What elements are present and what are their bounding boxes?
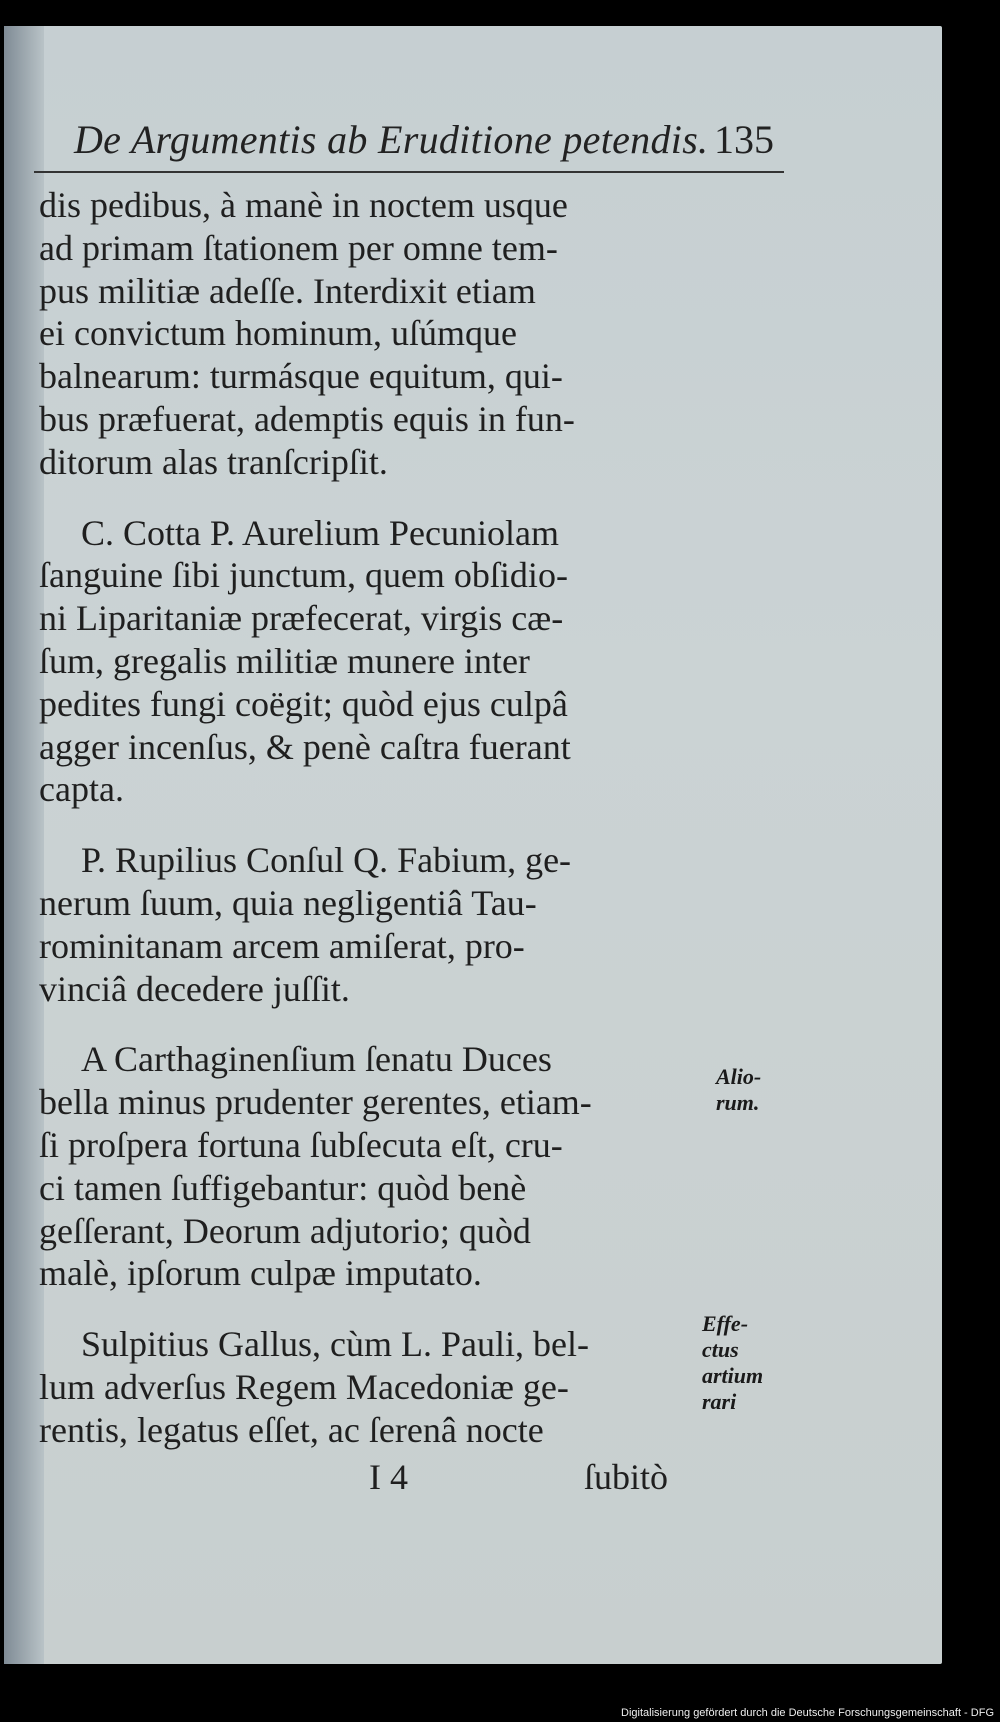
text-line: ſum, gregalis militiæ munere inter xyxy=(39,640,530,681)
text-line: pus militiæ adeſſe. Interdixit etiam xyxy=(39,270,536,311)
catchword: ſubitò xyxy=(584,1457,669,1497)
text-line: rentis, legatus eſſet, ac ſerenâ nocte xyxy=(39,1409,544,1450)
text-line: Sulpitius Gallus, cùm L. Pauli, bel- xyxy=(81,1324,589,1365)
paragraph-3 xyxy=(39,839,689,1010)
paragraph-5 xyxy=(39,1323,689,1451)
text-line: rominitanam arcem amiſerat, pro- xyxy=(39,925,525,966)
margin-note-line: rum. xyxy=(716,1090,760,1115)
text-line: ditorum alas tranſcripſit. xyxy=(39,441,388,482)
text-line: dis pedibus, à manè in noctem usque xyxy=(39,185,568,225)
text-line: ſanguine ſibi junctum, quem obſidio- xyxy=(39,555,568,596)
text-line: A Carthaginenſium ſenatu Duces xyxy=(81,1039,552,1080)
text-line: agger incenſus, & penè caſtra fuerant xyxy=(39,726,571,767)
text-line: capta. xyxy=(39,769,124,810)
page-footer xyxy=(39,1456,689,1500)
paragraph-4 xyxy=(39,1038,689,1295)
text-line: ci tamen ſuffigebantur: quòd benè xyxy=(39,1167,527,1208)
page-gutter xyxy=(4,26,44,1664)
text-line: balnearum: turmásque equitum, qui- xyxy=(39,356,563,397)
book-page xyxy=(4,26,942,1664)
margin-note-line: artium xyxy=(702,1363,764,1388)
page-number: 135 xyxy=(714,117,774,162)
running-head: De Argumentis ab Eruditione petendis. xyxy=(74,117,709,162)
text-line: vinciâ decedere juſſit. xyxy=(39,968,350,1009)
text-line: pedites fungi coëgit; quòd ejus culpâ xyxy=(39,683,568,724)
page-header xyxy=(74,116,794,176)
text-line: geſſerant, Deorum adjutorio; quòd xyxy=(39,1210,531,1251)
signature-mark: I 4 xyxy=(369,1457,408,1497)
text-line: malè, ipſorum culpæ imputato. xyxy=(39,1253,482,1294)
text-line: P. Rupilius Conſul Q. Fabium, ge- xyxy=(81,840,572,881)
margin-note-1 xyxy=(716,1064,761,1116)
text-line: bella minus prudenter gerentes, etiam- xyxy=(39,1082,592,1123)
text-line: C. Cotta P. Aurelium Pecuniolam xyxy=(81,512,559,553)
margin-note-line: Alio- xyxy=(716,1064,762,1089)
header-rule xyxy=(34,171,784,173)
paragraph-1 xyxy=(39,184,689,484)
body-text xyxy=(39,184,689,1480)
text-line: nerum ſuum, quia negligentiâ Tau- xyxy=(39,882,537,923)
margin-note-line: rari xyxy=(702,1389,737,1414)
text-line: ad primam ſtationem per omne tem- xyxy=(39,227,558,268)
text-line: bus præfuerat, ademptis equis in fun- xyxy=(39,398,575,439)
text-line: ſi proſpera fortuna ſubſecuta eſt, cru- xyxy=(39,1124,563,1165)
digitization-credit: Digitalisierung gefördert durch die Deutsche Forschungsgemeinschaft - DFG xyxy=(621,1707,994,1719)
margin-note-line: Effe- xyxy=(702,1311,749,1336)
text-line: ei convictum hominum, uſúmque xyxy=(39,313,517,354)
paragraph-2 xyxy=(39,512,689,812)
margin-note-line: ctus xyxy=(702,1337,739,1362)
margin-note-2 xyxy=(702,1311,763,1415)
text-line: lum adverſus Regem Macedoniæ ge- xyxy=(39,1366,569,1407)
text-line: ni Liparitaniæ præfecerat, virgis cæ- xyxy=(39,598,564,639)
